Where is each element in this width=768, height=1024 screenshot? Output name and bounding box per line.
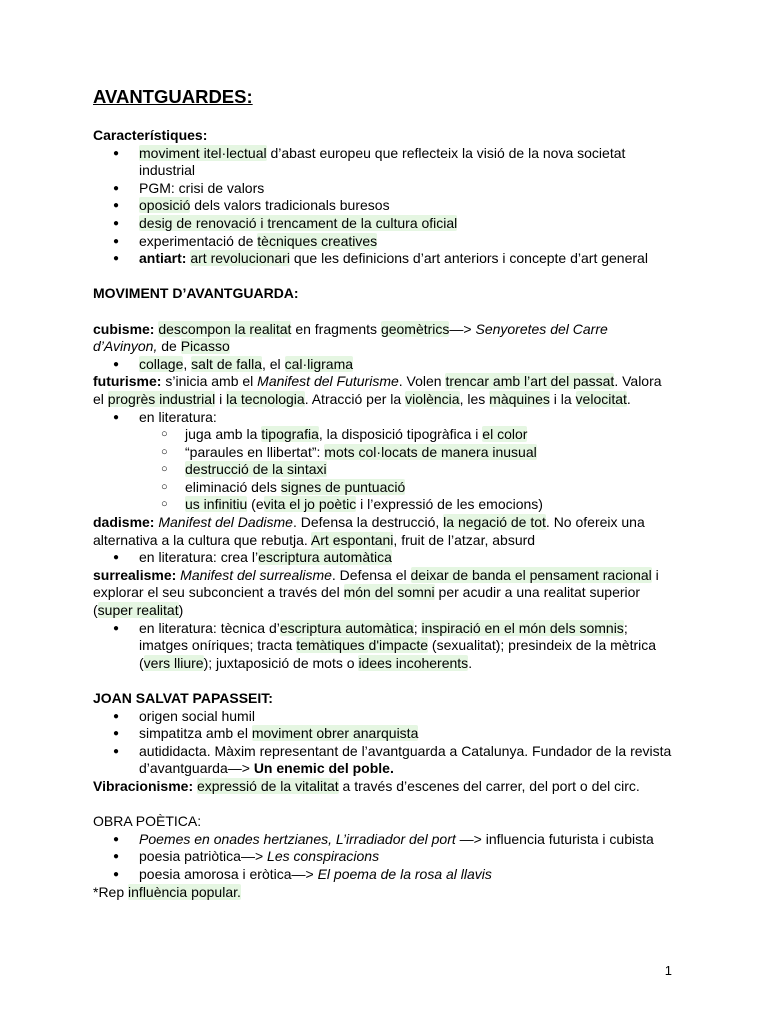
page-title: AVANTGUARDES: (93, 86, 253, 107)
list-item: ● origen social humil (93, 708, 673, 726)
moviment-heading: MOVIMENT D’AVANTGUARDA: (93, 285, 299, 302)
list-item: ● moviment itel·lectual d’abast europeu que reflecteix la visió de la nova societat industrial (93, 145, 673, 180)
surrealisme-paragraph: surrealisme: Manifest del surrealisme. Defensa el deixar de banda el pensament racional i explorar el seu subconcient a través del món del somni per acudir a una realitat superior (super realitat) (93, 566, 659, 619)
list-item-antiart: ● antiart: art revolucionari que les definicions d’art anteriors i concepte d’art general (93, 250, 673, 268)
obra-note: *Rep influència popular. (93, 883, 241, 900)
surrealisme-list (93, 620, 673, 673)
list-item: ● Poemes en onades hertzianes, L’irradiador del port —> influencia futurista i cubista (93, 831, 673, 849)
obra-list (93, 831, 673, 884)
list-item: ● en literatura: tècnica d’escriptura automàtica; inspiració en el món dels somnis; imatges oníriques; tracta temàtiques d'impacte (sexualitat); presindeix de la mètrica (vers lliure); juxtaposició de mots o idees incoherents. (93, 620, 673, 673)
list-item: ● desig de renovació i trencament de la cultura oficial (93, 215, 673, 233)
list-item: ● PGM: crisi de valors (93, 180, 673, 198)
list-item: ● en literatura: ○ juga amb la tipografia, la disposició tipogràfica i el color ○ “paraules en llibertat”: mots col·locats de manera inusual ○ destrucció de la sintaxi ○ eliminació dels signes de puntuació ○ us infinitiu (evita el jo poètic i l’expressió de les emocions) (93, 409, 673, 515)
list-item: ● experimentació de tècniques creatives (93, 233, 673, 251)
page-number: 1 (664, 963, 672, 978)
list-item: ○ eliminació dels signes de puntuació (93, 479, 673, 497)
futurisme-list (93, 409, 673, 515)
list-item: ● oposició dels valors tradicionals buresos (93, 197, 673, 215)
list-item: ○ destrucció de la sintaxi (93, 461, 673, 479)
obra-heading: OBRA POÈTICA: (93, 813, 202, 830)
salvat-heading: JOAN SALVAT PAPASSEIT: (93, 690, 273, 706)
list-item: ● poesia patriòtica—> Les conspiracions (93, 848, 673, 866)
list-item: ● collage, salt de falla, el cal·ligrama (93, 356, 673, 374)
salvat-list (93, 708, 673, 778)
caracteristiques-list (93, 145, 673, 268)
futurisme-paragraph: futurisme: s’inicia amb el Manifest del Futurisme. Volen trencar amb l’art del passat. Valora el progrès industrial i la tecnologia. Atracció per la violència, les màquines i la velocitat. (93, 373, 662, 407)
dadisme-paragraph: dadisme: Manifest del Dadisme. Defensa la destrucció, la negació de tot. No ofereix una alternativa a la cultura que rebutja. Art espontani, fruit de l’atzar, absurd (93, 514, 645, 548)
vibracionisme-paragraph: Vibracionisme: expressió de la vitalitat a través d’escenes del carrer, del port o del circ. (93, 777, 640, 794)
dadisme-list (93, 549, 673, 567)
list-item: ● autididacta. Màxim representant de l’avantguarda a Catalunya. Fundador de la revista d’avantguarda—> Un enemic del poble. (93, 743, 673, 778)
document-page (93, 86, 673, 901)
list-item: ○ “paraules en llibertat”: mots col·locats de manera inusual (93, 444, 673, 462)
list-item: ○ us infinitiu (evita el jo poètic i l’expressió de les emocions) (93, 496, 673, 514)
caracteristiques-heading: Característiques: (93, 127, 208, 143)
cubisme-list (93, 356, 673, 374)
list-item: ● simpatitza amb el moviment obrer anarquista (93, 725, 673, 743)
list-item: ● poesia amorosa i eròtica—> El poema de la rosa al llavis (93, 866, 673, 884)
list-item: ● en literatura: crea l’escriptura automàtica (93, 549, 673, 567)
list-item: ○ juga amb la tipografia, la disposició tipogràfica i el color (93, 426, 673, 444)
cubisme-paragraph: cubisme: descompon la realitat en fragments geomètrics—> Senyoretes del Carre d’Avinyon, de Picasso (93, 320, 608, 355)
futurisme-sublist (93, 426, 673, 514)
